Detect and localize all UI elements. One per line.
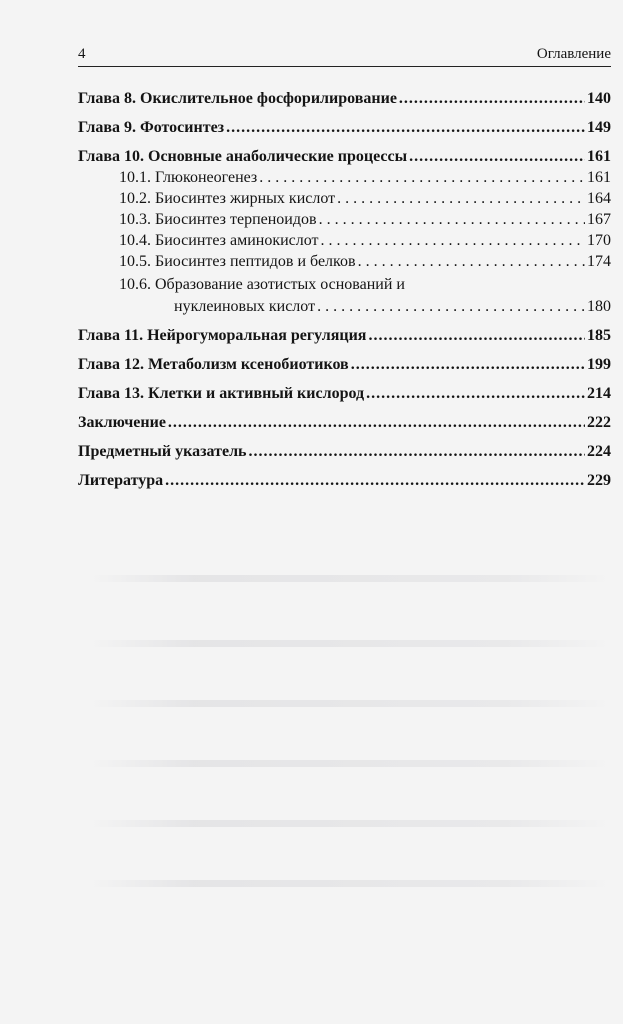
dot-leader bbox=[409, 148, 585, 166]
toc-entry-label: Глава 8. Окислительное фосфорилирование bbox=[78, 90, 397, 107]
toc-entry-section-10-4 bbox=[78, 232, 611, 250]
dot-leader bbox=[321, 232, 585, 250]
toc-entry-section-10-6-line1 bbox=[78, 274, 611, 295]
toc-entry-section-10-2 bbox=[78, 190, 611, 208]
toc-entry-chapter-12 bbox=[78, 356, 611, 374]
toc-entry-chapter-13 bbox=[78, 385, 611, 403]
running-header bbox=[78, 44, 611, 67]
dot-leader bbox=[358, 253, 585, 271]
toc-page-number: 180 bbox=[587, 298, 611, 315]
bleed-through-line bbox=[90, 640, 610, 647]
toc-page-number: 167 bbox=[587, 211, 611, 228]
toc-entry-section-10-1 bbox=[78, 169, 611, 187]
toc-entry-subject-index bbox=[78, 443, 611, 461]
toc-entry-literature bbox=[78, 472, 611, 490]
toc-entry-label: 10.6. Образование азотистых оснований и bbox=[119, 276, 405, 293]
dot-leader bbox=[165, 472, 585, 490]
dot-leader bbox=[249, 443, 585, 461]
toc-page-number: 161 bbox=[587, 169, 611, 186]
dot-leader bbox=[399, 90, 585, 108]
toc-page-number: 149 bbox=[587, 119, 611, 136]
toc-page-number: 222 bbox=[587, 414, 611, 431]
toc-entry-label: 10.5. Биосинтез пептидов и белков bbox=[119, 253, 356, 270]
bleed-through-line bbox=[90, 880, 610, 887]
toc-page-number: 185 bbox=[587, 327, 611, 344]
toc-entry-chapter-11 bbox=[78, 327, 611, 345]
toc-entry-section-10-3 bbox=[78, 211, 611, 229]
toc-entry-label: Глава 10. Основные анаболические процессы bbox=[78, 148, 408, 165]
toc-entry-label: 10.2. Биосинтез жирных кислот bbox=[119, 190, 336, 207]
toc-entry-section-10-6 bbox=[78, 298, 611, 316]
running-title: Оглавление bbox=[536, 46, 611, 62]
toc-entry-section-10-5 bbox=[78, 253, 611, 271]
dot-leader bbox=[319, 211, 585, 229]
dot-leader bbox=[366, 385, 585, 403]
toc-page-number: 199 bbox=[587, 356, 611, 373]
toc-entry-chapter-8 bbox=[78, 90, 611, 108]
toc-page-number: 224 bbox=[587, 443, 611, 460]
toc-entry-label: Литература bbox=[78, 472, 164, 489]
dot-leader bbox=[337, 190, 585, 208]
dot-leader bbox=[351, 356, 585, 374]
dot-leader bbox=[168, 414, 585, 432]
dot-leader bbox=[368, 327, 585, 345]
toc-entry-chapter-10 bbox=[78, 148, 611, 166]
toc-entry-label: 10.1. Глюконеогенез bbox=[119, 169, 258, 186]
toc-entry-label: Глава 11. Нейрогуморальная регуляция bbox=[78, 327, 367, 344]
dot-leader bbox=[259, 169, 585, 187]
bleed-through-line bbox=[90, 760, 610, 767]
toc-entry-label: Глава 9. Фотосинтез bbox=[78, 119, 225, 136]
toc-entry-label: Глава 13. Клетки и активный кислород bbox=[78, 385, 365, 402]
dot-leader bbox=[226, 119, 585, 137]
toc-page-number: 214 bbox=[587, 385, 611, 402]
toc-entry-chapter-9 bbox=[78, 119, 611, 137]
bleed-through-line bbox=[90, 575, 610, 582]
toc-entry-label: Глава 12. Метаболизм ксенобиотиков bbox=[78, 356, 349, 373]
dot-leader bbox=[317, 298, 585, 316]
toc-page-number: 170 bbox=[587, 232, 611, 249]
bleed-through-line bbox=[90, 820, 610, 827]
toc-page-number: 174 bbox=[587, 253, 611, 270]
toc-entry-label: 10.4. Биосинтез аминокислот bbox=[119, 232, 319, 249]
toc-page-number: 229 bbox=[587, 472, 611, 489]
page-number: 4 bbox=[78, 46, 86, 62]
toc-entry-label: Предметный указатель bbox=[78, 443, 247, 460]
toc-page-number: 164 bbox=[587, 190, 611, 207]
bleed-through-line bbox=[90, 700, 610, 707]
toc-page-number: 140 bbox=[587, 90, 611, 107]
toc-entry-label-continuation: нуклеиновых кислот bbox=[174, 298, 316, 315]
toc-entry-conclusion bbox=[78, 414, 611, 432]
toc-entry-label: 10.3. Биосинтез терпеноидов bbox=[119, 211, 317, 228]
toc-page-number: 161 bbox=[587, 148, 611, 165]
table-of-contents bbox=[78, 90, 611, 490]
toc-entry-label: Заключение bbox=[78, 414, 166, 431]
